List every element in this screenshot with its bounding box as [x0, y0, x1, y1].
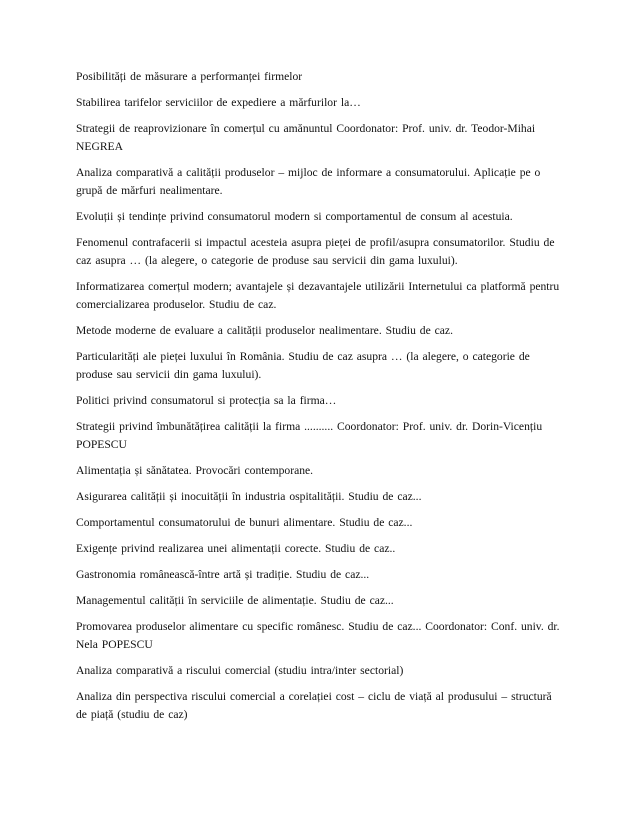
topic-item: Gastronomia românească-între artă și tradiție. Studiu de caz...: [76, 568, 370, 581]
topic-item: Fenomenul contrafacerii si impactul acesteia asupra pieței de profil/asupra consumatorilor. Studiu de caz asupra … (la alegere, o categorie de produse sau servicii din gama luxului).: [76, 236, 555, 267]
topic-item: Posibilități de măsurare a performanței firmelor: [76, 70, 303, 83]
topic-item: Managementul calității în serviciile de alimentație. Studiu de caz...: [76, 594, 394, 607]
topic-item: Stabilirea tarifelor serviciilor de expediere a mărfurilor la…: [76, 96, 361, 109]
topic-item: Politici privind consumatorul si protecția sa la firma…: [76, 394, 337, 407]
topic-item: Analiza din perspectiva riscului comercial a corelației cost – ciclu de viață al produsului – structură de piață (studiu de caz): [76, 690, 552, 721]
topic-item: Exigențe privind realizarea unei alimentații corecte. Studiu de caz..: [76, 542, 396, 555]
topic-item: Metode moderne de evaluare a calității produselor nealimentare. Studiu de caz.: [76, 324, 453, 337]
topic-item: Strategii privind îmbunătățirea calității la firma .......... Coordonator: Prof. univ. dr. Dorin-Vicențiu POPESCU: [76, 420, 543, 451]
topic-item: Alimentația și sănătatea. Provocări contemporane.: [76, 464, 314, 477]
topic-item: Informatizarea comerțul modern; avantajele și dezavantajele utilizării Internetului ca platformă pentru comercializarea produselor. Studiu de caz.: [76, 280, 560, 311]
topic-item: Analiza comparativă a riscului comercial (studiu intra/inter sectorial): [76, 664, 404, 677]
topic-item: Analiza comparativă a calității produselor – mijloc de informare a consumatorului. Aplicație pe o grupă de mărfuri nealimentare.: [76, 166, 541, 197]
topic-item: Comportamentul consumatorului de bunuri alimentare. Studiu de caz...: [76, 516, 413, 529]
topic-item: Asigurarea calității și inocuității în industria ospitalității. Studiu de caz...: [76, 490, 422, 503]
topic-item: Particularități ale pieței luxului în România. Studiu de caz asupra … (la alegere, o categorie de produse sau servicii din gama luxului).: [76, 350, 530, 381]
topic-item: Evoluții și tendințe privind consumatorul modern si comportamentul de consum al acestuia.: [76, 210, 513, 223]
topic-item: Promovarea produselor alimentare cu specific românesc. Studiu de caz... Coordonator: Conf. univ. dr. Nela POPESCU: [76, 620, 560, 651]
topic-item: Strategii de reaprovizionare în comerțul cu amănuntul Coordonator: Prof. univ. dr. Teodor-Mihai NEGREA: [76, 122, 536, 153]
thesis-topic-list: [76, 68, 566, 732]
